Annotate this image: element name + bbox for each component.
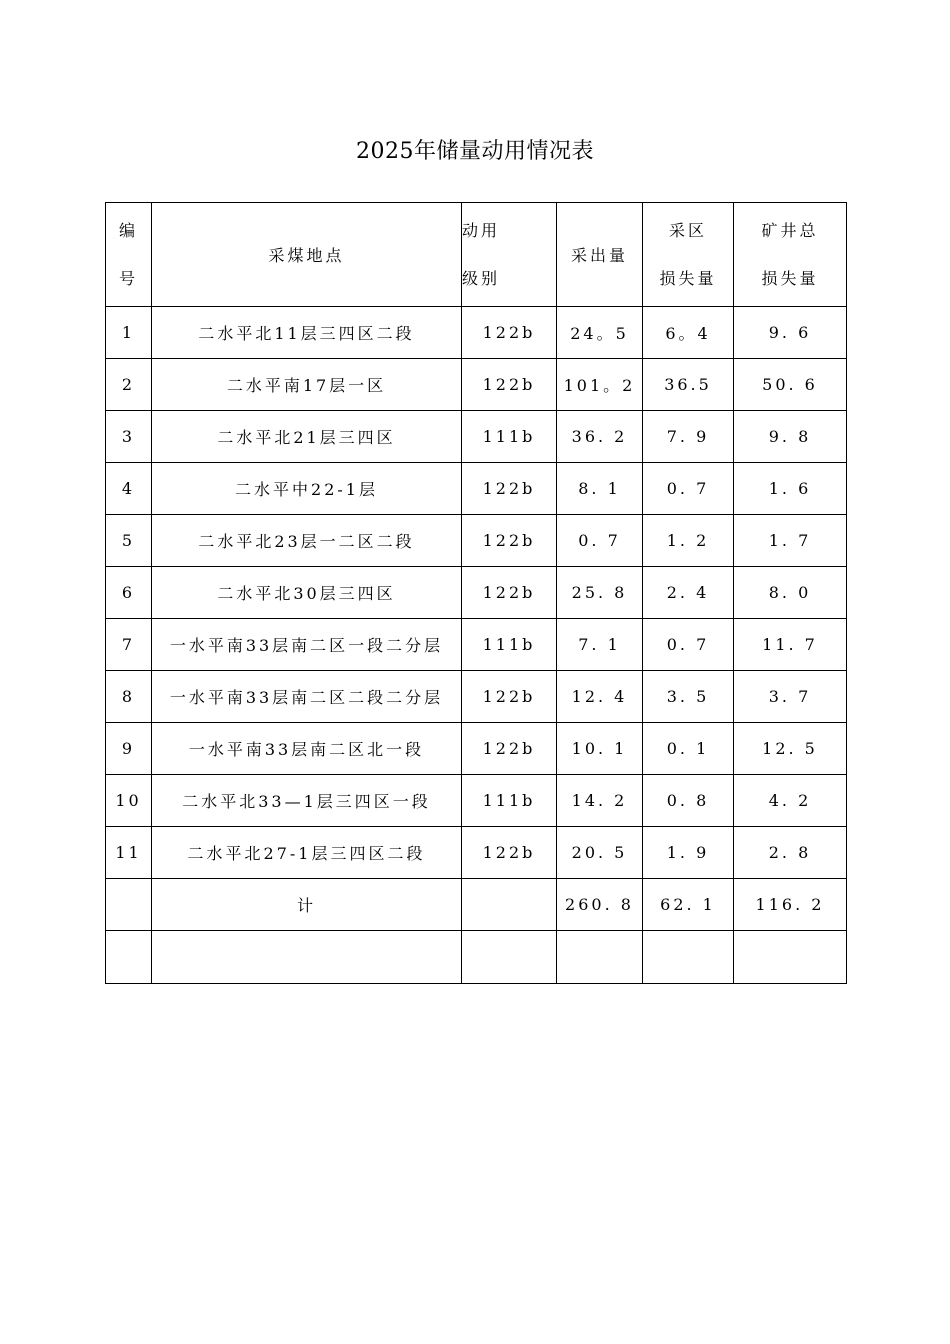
cell-index: 9	[106, 723, 152, 775]
reserve-usage-table	[105, 202, 847, 984]
cell-mined: 0. 7	[557, 515, 643, 567]
cell-location: 二水平北23层一二区二段	[152, 515, 462, 567]
cell-location: 一水平南33层南二区二段二分层	[152, 671, 462, 723]
header-level	[462, 203, 557, 307]
cell-mine-loss: 4. 2	[734, 775, 847, 827]
cell-location: 一水平南33层南二区一段二分层	[152, 619, 462, 671]
table-row	[106, 827, 847, 879]
cell-index: 8	[106, 671, 152, 723]
header-area-loss-line2: 损失量	[659, 268, 717, 288]
cell-index: 5	[106, 515, 152, 567]
cell-area-loss: 0. 8	[643, 775, 734, 827]
cell-mine-loss: 9. 6	[734, 307, 847, 359]
empty-cell	[106, 931, 152, 984]
empty-cell	[643, 931, 734, 984]
header-mine-loss-line2: 损失量	[761, 268, 819, 288]
cell-level: 122b	[462, 567, 557, 619]
empty-cell	[152, 931, 462, 984]
empty-cell	[557, 931, 643, 984]
cell-location: 二水平北11层三四区二段	[152, 307, 462, 359]
cell-area-loss: 36.5	[643, 359, 734, 411]
cell-mine-loss: 9. 8	[734, 411, 847, 463]
cell-index: 1	[106, 307, 152, 359]
cell-level: 122b	[462, 515, 557, 567]
cell-mined: 25. 8	[557, 567, 643, 619]
cell-mined: 24。5	[557, 307, 643, 359]
cell-level: 122b	[462, 723, 557, 775]
total-mine-loss: 116. 2	[734, 879, 847, 931]
cell-mined: 14. 2	[557, 775, 643, 827]
cell-mined: 10. 1	[557, 723, 643, 775]
cell-level: 122b	[462, 359, 557, 411]
cell-mine-loss: 11. 7	[734, 619, 847, 671]
cell-level: 111b	[462, 619, 557, 671]
total-area-loss: 62. 1	[643, 879, 734, 931]
cell-mined: 8. 1	[557, 463, 643, 515]
cell-mined: 36. 2	[557, 411, 643, 463]
cell-location: 一水平南33层南二区北一段	[152, 723, 462, 775]
table-row	[106, 307, 847, 359]
header-mine-loss-line1: 矿井总	[761, 220, 819, 240]
cell-level: 122b	[462, 827, 557, 879]
table-row	[106, 463, 847, 515]
empty-row	[106, 931, 847, 984]
cell-mine-loss: 3. 7	[734, 671, 847, 723]
cell-mine-loss: 12. 5	[734, 723, 847, 775]
header-location: 采煤地点	[152, 203, 462, 307]
header-index-line1: 编	[118, 220, 138, 240]
table-row	[106, 775, 847, 827]
cell-area-loss: 2. 4	[643, 567, 734, 619]
cell-area-loss: 0. 7	[643, 463, 734, 515]
header-mine-loss	[734, 203, 847, 307]
table-header-row	[106, 203, 847, 307]
table-row	[106, 723, 847, 775]
page-title: 2025年储量动用情况表	[356, 139, 594, 164]
cell-area-loss: 0. 7	[643, 619, 734, 671]
cell-level: 122b	[462, 671, 557, 723]
cell-index: 11	[106, 827, 152, 879]
table-row	[106, 619, 847, 671]
cell-mined: 20. 5	[557, 827, 643, 879]
total-row	[106, 879, 847, 931]
table-row	[106, 671, 847, 723]
cell-area-loss: 6。4	[643, 307, 734, 359]
header-mined: 采出量	[557, 203, 643, 307]
table-row	[106, 359, 847, 411]
total-mined: 260. 8	[557, 879, 643, 931]
table-row	[106, 411, 847, 463]
cell-location: 二水平中22-1层	[152, 463, 462, 515]
header-area-loss	[643, 203, 734, 307]
cell-level: 111b	[462, 411, 557, 463]
header-index-line2: 号	[118, 268, 138, 288]
table-row	[106, 515, 847, 567]
cell-mine-loss: 8. 0	[734, 567, 847, 619]
total-label: 计	[152, 879, 462, 931]
cell-area-loss: 0. 1	[643, 723, 734, 775]
header-level-line1: 动用	[462, 220, 501, 240]
cell-location: 二水平南17层一区	[152, 359, 462, 411]
table-row	[106, 567, 847, 619]
cell-mine-loss: 2. 8	[734, 827, 847, 879]
cell-mined: 7. 1	[557, 619, 643, 671]
cell-area-loss: 7. 9	[643, 411, 734, 463]
header-level-line2: 级别	[462, 268, 501, 288]
cell-location: 二水平北27-1层三四区二段	[152, 827, 462, 879]
cell-mine-loss: 1. 6	[734, 463, 847, 515]
cell-index: 4	[106, 463, 152, 515]
header-area-loss-line1: 采区	[668, 220, 707, 240]
cell-index: 3	[106, 411, 152, 463]
cell-level: 111b	[462, 775, 557, 827]
cell-mined: 101。2	[557, 359, 643, 411]
cell-index: 6	[106, 567, 152, 619]
cell-location: 二水平北30层三四区	[152, 567, 462, 619]
cell-index: 7	[106, 619, 152, 671]
cell-mined: 12. 4	[557, 671, 643, 723]
cell-area-loss: 1. 9	[643, 827, 734, 879]
cell-index: 2	[106, 359, 152, 411]
cell-mine-loss: 50. 6	[734, 359, 847, 411]
cell-area-loss: 3. 5	[643, 671, 734, 723]
cell-index: 10	[106, 775, 152, 827]
total-level-cell	[462, 879, 557, 931]
cell-location: 二水平北33—1层三四区一段	[152, 775, 462, 827]
empty-cell	[734, 931, 847, 984]
total-index-cell	[106, 879, 152, 931]
cell-level: 122b	[462, 463, 557, 515]
header-index	[106, 203, 152, 307]
cell-location: 二水平北21层三四区	[152, 411, 462, 463]
cell-area-loss: 1. 2	[643, 515, 734, 567]
cell-mine-loss: 1. 7	[734, 515, 847, 567]
cell-level: 122b	[462, 307, 557, 359]
empty-cell	[462, 931, 557, 984]
